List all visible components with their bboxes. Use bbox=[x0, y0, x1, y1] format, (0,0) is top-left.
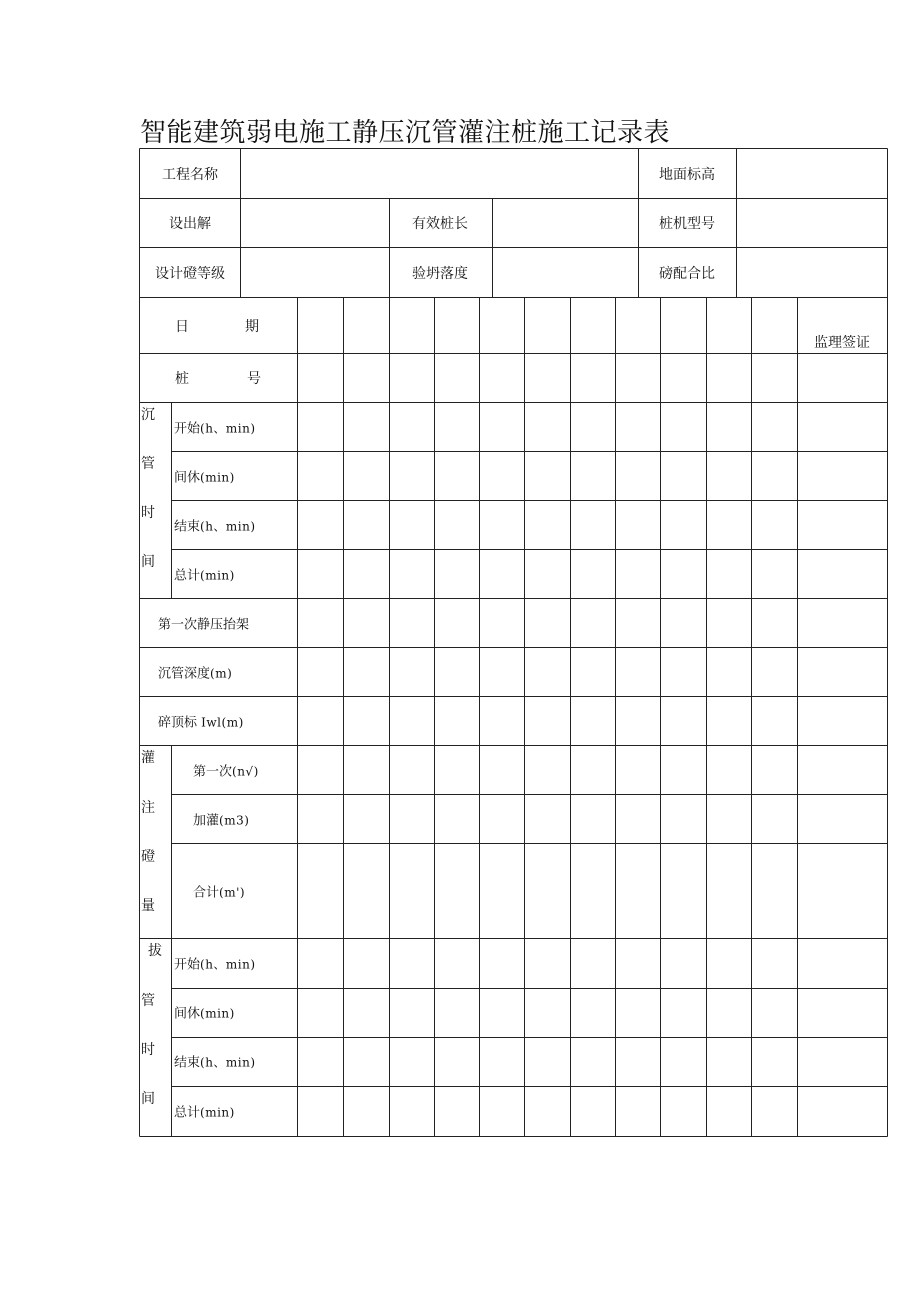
first-press-lift-label: 第一次静压抬架 bbox=[158, 617, 250, 633]
effective-pile-length-label: 有效桩长 bbox=[412, 216, 468, 232]
pull-total-label: 总计(min) bbox=[174, 1105, 235, 1121]
gravel-top-elevation-label: 碎顶标 Iwl(m) bbox=[158, 715, 244, 731]
pull-group-char: 时 bbox=[141, 1042, 155, 1058]
pile-number-label-char1: 桩 bbox=[175, 371, 189, 387]
slump-test-label: 验坍落度 bbox=[412, 266, 468, 282]
design-concrete-grade-label: 设计磴等级 bbox=[155, 266, 225, 282]
pile-number-label-char2: 号 bbox=[247, 371, 261, 387]
pour-group-char: 量 bbox=[141, 898, 155, 914]
ground-elevation-label: 地面标高 bbox=[659, 167, 715, 183]
page-title: 智能建筑弱电施工静压沉管灌注桩施工记录表 bbox=[140, 118, 671, 148]
pour-group-char: 注 bbox=[141, 800, 155, 816]
pull-start-label: 开始(h、min) bbox=[174, 957, 256, 973]
design-diameter-label: 设出解 bbox=[169, 216, 211, 232]
pour-add-label: 加灌(m3) bbox=[193, 813, 250, 829]
sinking-group-char: 管 bbox=[141, 456, 155, 472]
pull-end-label: 结束(h、min) bbox=[174, 1055, 256, 1071]
project-name-label: 工程名称 bbox=[162, 167, 218, 183]
sinking-end-label: 结束(h、min) bbox=[174, 519, 256, 535]
mix-ratio-label: 磅配合比 bbox=[659, 266, 715, 282]
pour-sum-label: 合计(m') bbox=[193, 885, 246, 901]
sinking-group-char: 时 bbox=[141, 505, 155, 521]
pull-group-char: 间 bbox=[141, 1091, 155, 1107]
date-label-char1: 日 bbox=[175, 319, 189, 335]
pile-machine-model-label: 桩机型号 bbox=[659, 216, 715, 232]
date-label-char2: 期 bbox=[245, 319, 259, 335]
pull-group-char: 管 bbox=[141, 993, 155, 1009]
sinking-pause-label: 间休(min) bbox=[174, 470, 235, 486]
sink-depth-label: 沉管深度(m) bbox=[158, 666, 233, 682]
sinking-start-label: 开始(h、min) bbox=[174, 421, 256, 437]
supervisor-sign-label: 监理签证 bbox=[814, 335, 870, 351]
pour-group-char: 磴 bbox=[141, 849, 155, 865]
sinking-total-label: 总计(min) bbox=[174, 568, 235, 584]
pour-group-char: 灌 bbox=[141, 750, 155, 766]
pull-pause-label: 间休(min) bbox=[174, 1006, 235, 1022]
sinking-group-char: 沉 bbox=[141, 407, 155, 423]
sinking-group-char: 间 bbox=[141, 554, 155, 570]
pull-group-char: 拔 bbox=[148, 943, 162, 959]
pour-first-label: 第一次(n√) bbox=[193, 764, 259, 780]
